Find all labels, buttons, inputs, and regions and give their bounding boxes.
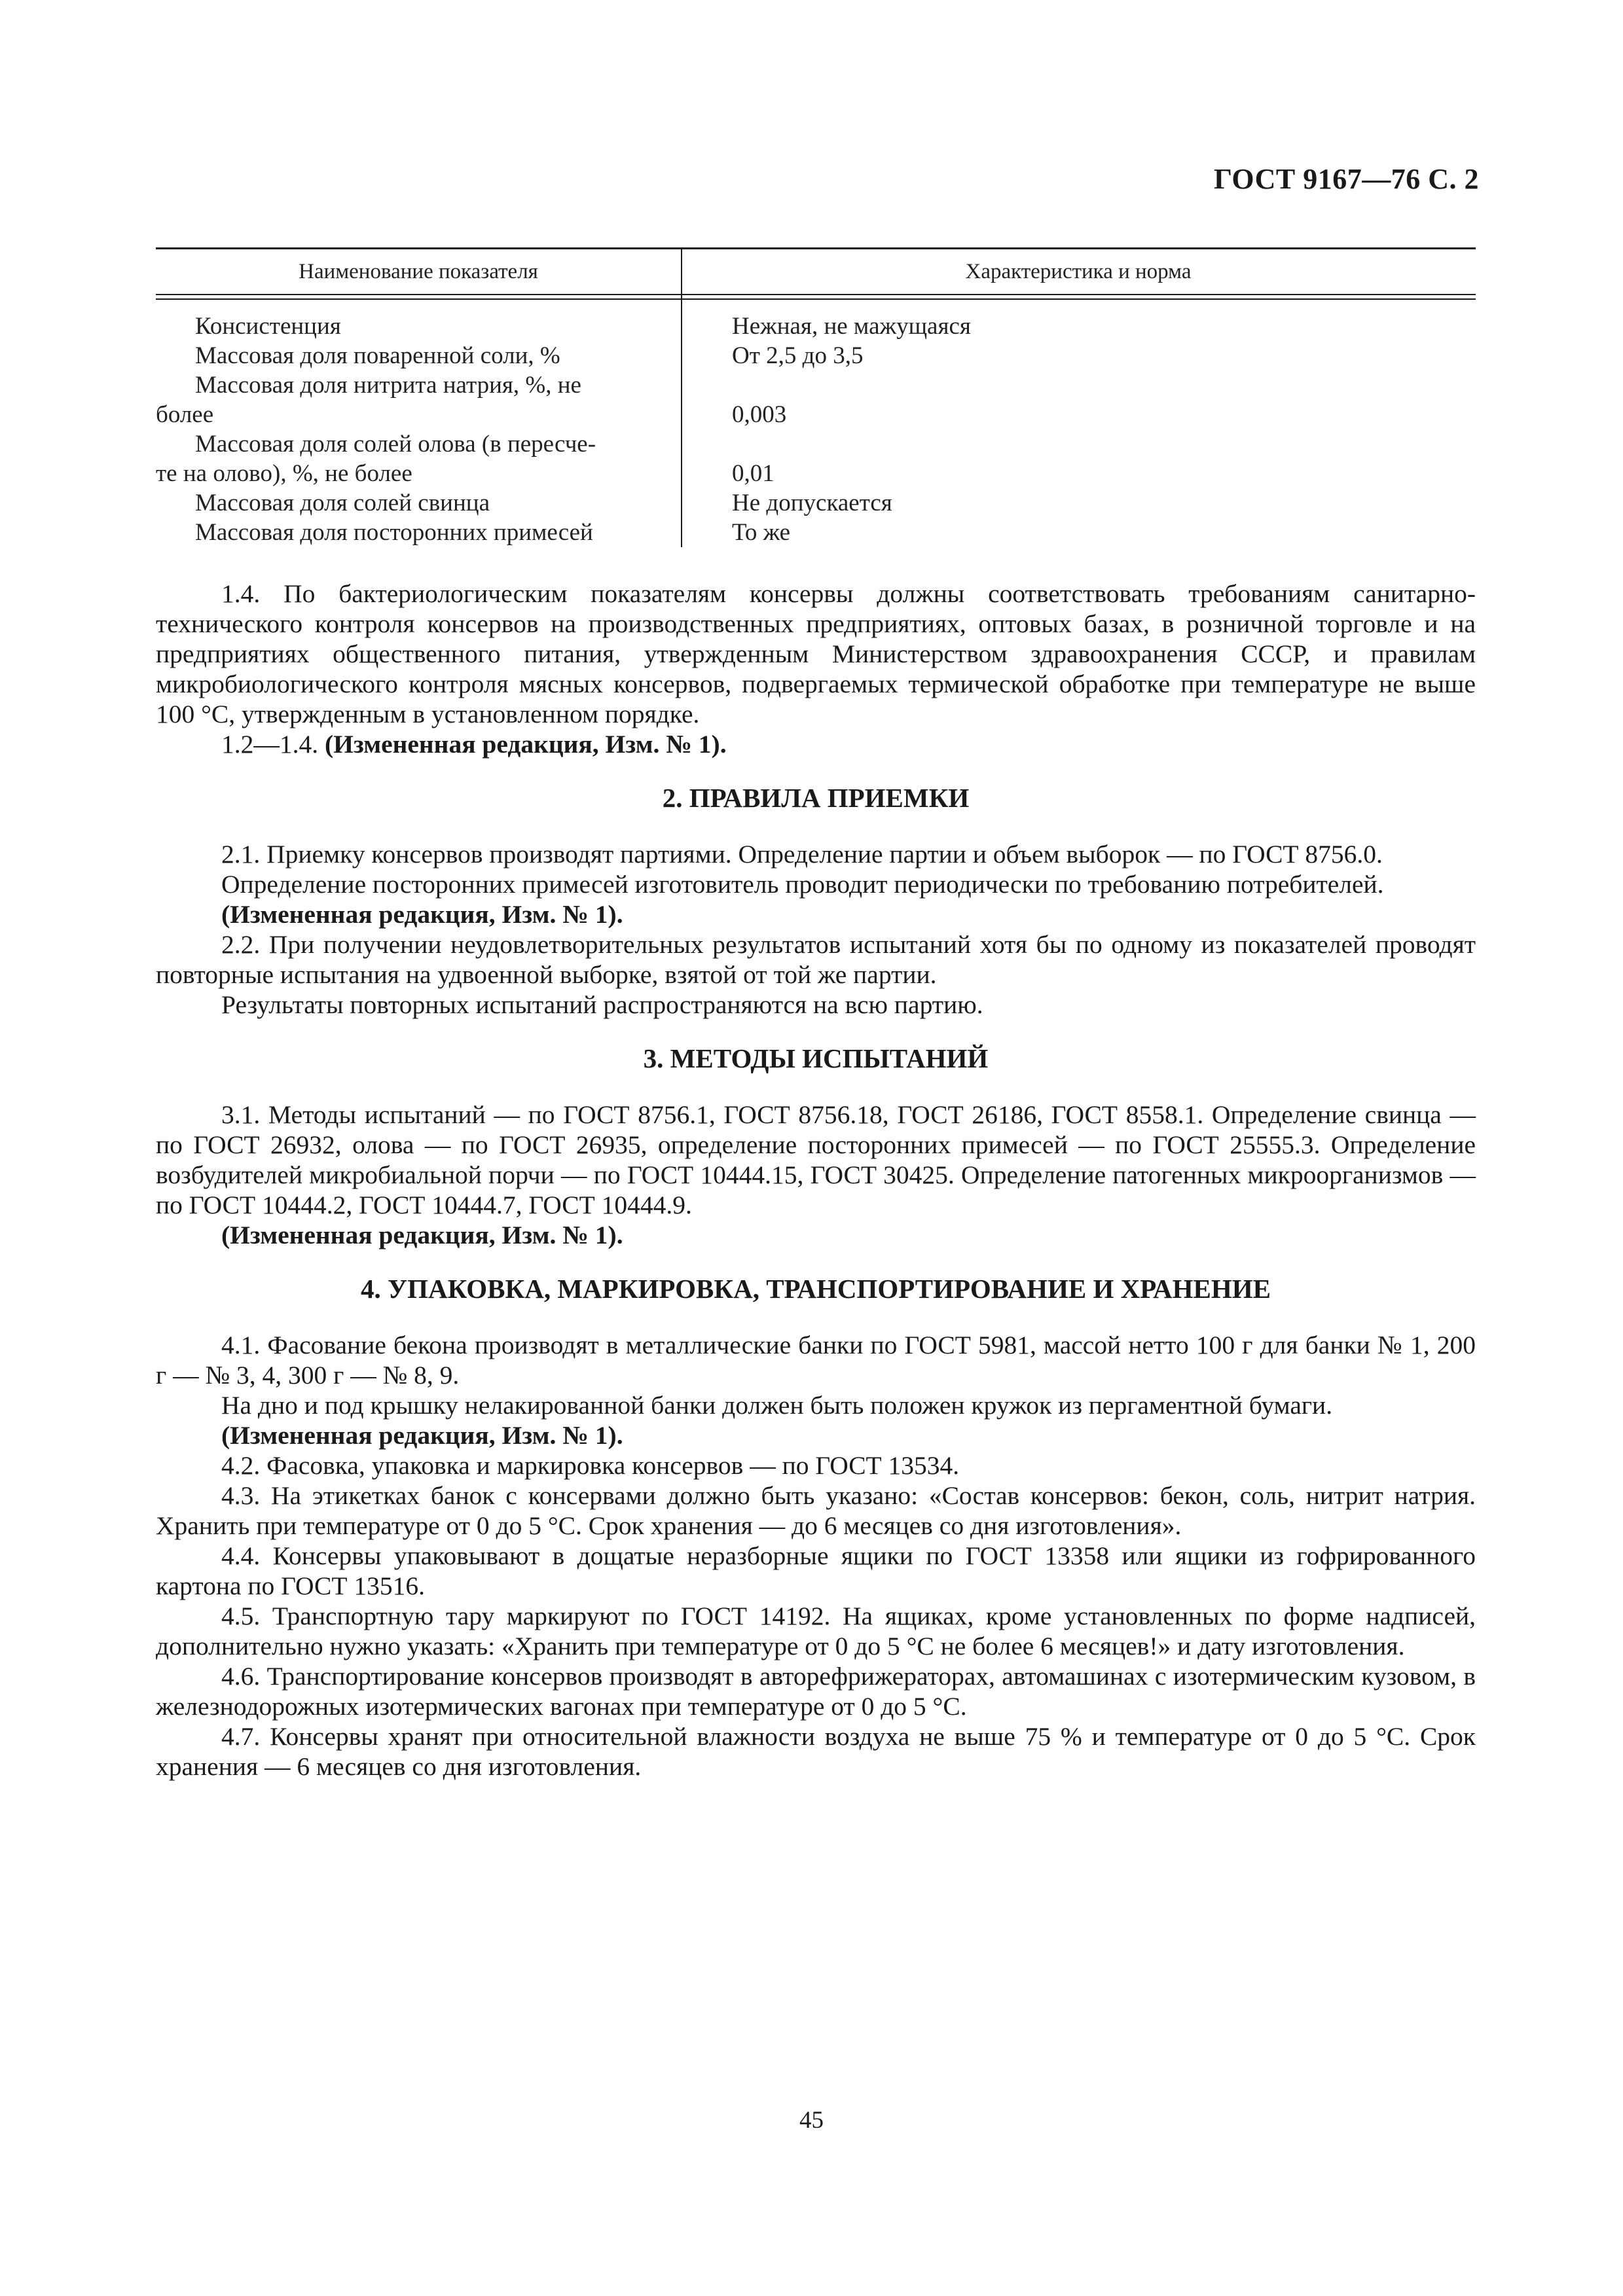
table-header-rule [156,294,1476,300]
table-cell-name: Массовая доля солей свинца [195,490,490,516]
table-cell-name: Массовая доля посторонних примесей [195,519,593,546]
amendment-label: (Измененная редакция, Изм. № 1). [325,730,727,759]
section-heading-3: 3. МЕТОДЫ ИСПЫТАНИЙ [643,1043,989,1073]
table-column-divider [681,247,682,547]
section-heading-2: 2. ПРАВИЛА ПРИЕМКИ [662,783,970,813]
table-cell-name: те на олово), %, не более [156,460,412,487]
table-cell-spacer [732,370,1461,400]
table-cell-value: Нежная, не мажущаяся [732,313,971,340]
amendment-note-3: (Измененная редакция, Изм. № 1). [221,1221,623,1249]
indicators-table [156,247,1476,547]
document-body [156,579,1476,1782]
table-cell-name: Консистенция [195,313,341,340]
table-cell-name: Массовая доля солей олова (в пересче- [195,431,596,457]
clause-range: 1.2—1.4. [221,730,319,759]
page-number: 45 [799,2107,824,2134]
table-cell-value: От 2,5 до 3,5 [732,342,864,369]
col-header-name: Наименование показателя [299,260,538,283]
paragraph-2-2: 2.2. При получении неудовлетворительных результатов испытаний хотя бы по одному из показателей проводят повторные испытания на удвоенной выборке, взятой от той же партии. [156,930,1476,989]
paragraph-4-2: 4.2. Фасовка, упаковка и маркировка консервов — по ГОСТ 13534. [221,1451,960,1480]
table-names-column [156,312,666,547]
paragraph-4-6: 4.6. Транспортирование консервов производят в авторефрижераторах, автомашинах с изотермическим кузовом, в железнодорожных изотермических вагонах при температуре от 0 до 5 °С. [156,1662,1476,1721]
paragraph-4-1: 4.1. Фасование бекона производят в металлические банки по ГОСТ 5981, массой нетто 100 г для банки № 1, 200 г — № 3, 4, 300 г — № 8, 9. [156,1331,1476,1390]
table-cell-value: Не допускается [732,490,892,516]
paragraph-4-5: 4.5. Транспортную тару маркируют по ГОСТ 14192. На ящиках, кроме установленных по форме надписей, дополнительно нужно указать: «Хранить при температуре от 0 до 5 °С не более 6 месяцев!» и дату изготовления. [156,1602,1476,1660]
paragraph-4-3: 4.3. На этикетках банок с консервами должно быть указано: «Состав консервов: бекон, соль, нитрит натрия. Хранить при температуре от 0 до 5 °С. Срок хранения — до 6 месяцев со дня изготовления». [156,1481,1476,1540]
table-header-row [156,249,1476,294]
amendment-note-1 [156,729,1476,759]
paragraph-2-2b: Результаты повторных испытаний распространяются на всю партию. [221,990,983,1019]
page-content [156,247,1476,1782]
paragraph-4-4: 4.4. Консервы упаковывают в дощатые неразборные ящики по ГОСТ 13358 или ящики из гофрированного картона по ГОСТ 13516. [156,1541,1476,1600]
table-cell-value: 0,01 [732,460,775,487]
amendment-note-4: (Измененная редакция, Изм. № 1). [221,1421,623,1450]
table-cell-value: 0,003 [732,401,787,428]
table-cell-spacer [732,429,1461,459]
paragraph-4-1b: На дно и под крышку нелакированной банки должен быть положен кружок из пергаментной бумаги. [221,1391,1333,1420]
paragraph-3-1: 3.1. Методы испытаний — по ГОСТ 8756.1, ГОСТ 8756.18, ГОСТ 26186, ГОСТ 8558.1. Определение свинца — по ГОСТ 26932, олова — по ГОСТ 26935, определение посторонних примесей — по ГОСТ 25555.3. Определение возбудителей микробиальной порчи — по ГОСТ 10444.15, ГОСТ 30425. Определение патогенных микроорганизмов — по ГОСТ 10444.2, ГОСТ 10444.7, ГОСТ 10444.9. [156,1100,1476,1219]
table-cell-value: То же [732,519,791,546]
table-body [156,300,1476,547]
col-header-value: Характеристика и норма [965,260,1192,283]
paragraph-1-4: 1.4. По бактериологическим показателям консервы должны соответствовать требованиям санитарно-технического контроля консервов на производственных предприятиях, оптовых базах, в розничной торговле и на предприятиях общественного питания, утвержденным Министерством здравоохранения СССР, и правилам микробиологического контроля мясных консервов, подвергаемых термической обработке при температуре не выше 100 °С, утвержденным в установленном порядке. [156,579,1476,728]
page-header: ГОСТ 9167—76 С. 2 [1213,163,1479,195]
paragraph-4-7: 4.7. Консервы хранят при относительной влажности воздуха не выше 75 % и температуре от 0 до 5 °С. Срок хранения — 6 месяцев со дня изготовления. [156,1722,1476,1781]
table-cell-name: Массовая доля нитрита натрия, %, не [195,372,581,399]
table-cell-name: более [156,401,214,428]
paragraph-2-1: 2.1. Приемку консервов производят партиями. Определение партии и объем выборок — по ГОСТ 8756.0. [221,840,1383,869]
amendment-note-2: (Измененная редакция, Изм. № 1). [221,900,623,929]
table-values-column [666,312,1461,547]
section-heading-4: 4. УПАКОВКА, МАРКИРОВКА, ТРАНСПОРТИРОВАНИЕ И ХРАНЕНИЕ [360,1274,1271,1304]
table-cell-name: Массовая доля поваренной соли, % [195,342,560,369]
paragraph-2-1b: Определение посторонних примесей изготовитель проводит периодически по требованию потребителей. [221,870,1384,899]
